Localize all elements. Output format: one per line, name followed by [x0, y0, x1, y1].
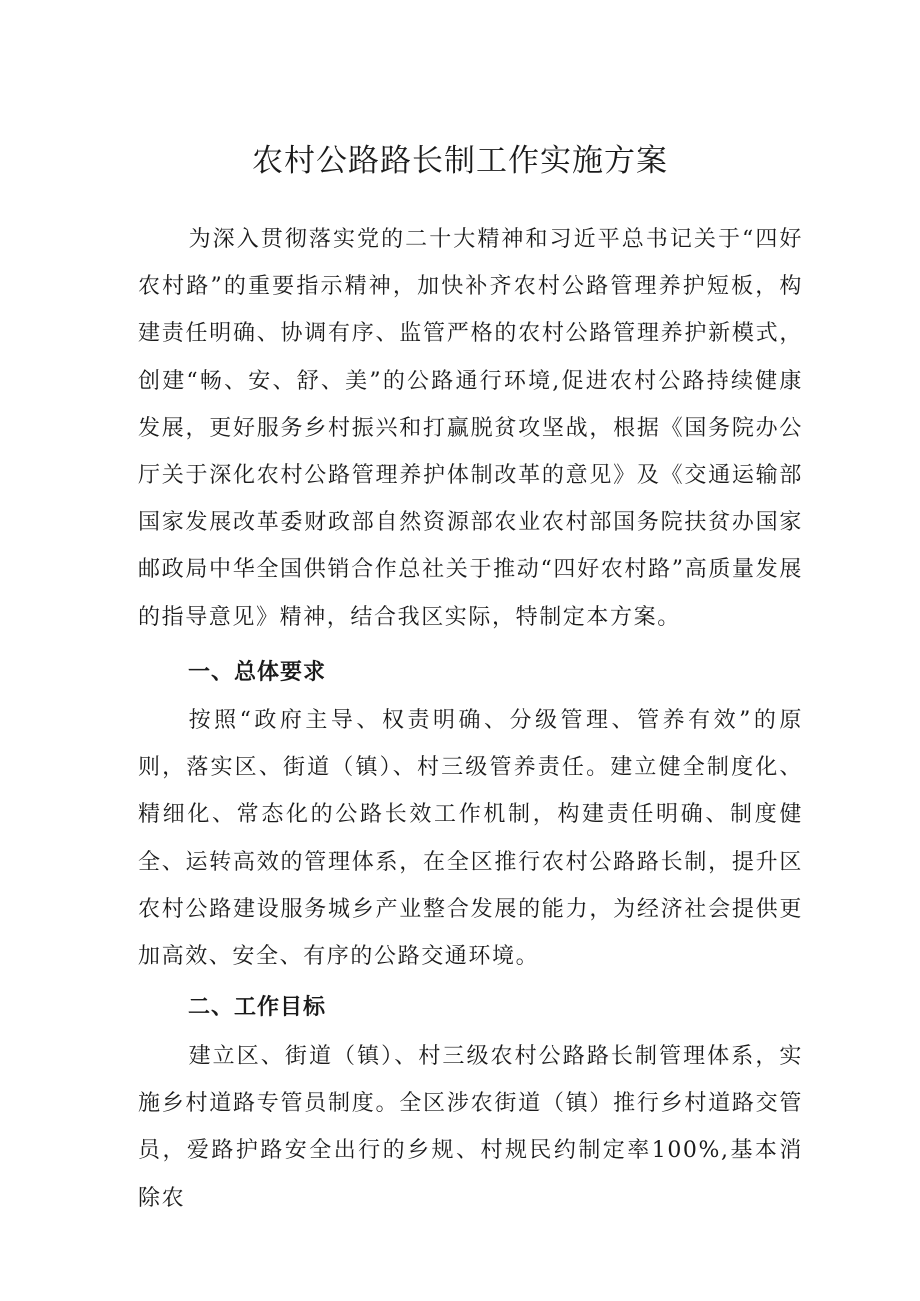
section-paragraph-general-requirements: 按照“政府主导、权责明确、分级管理、管养有效”的原则，落实区、街道（镇）、村三级管养责任。建立健全制度化、精细化、常态化的公路长效工作机制，构建责任明确、制度健全、运转高效的管理体系，在全区推行农村公路路长制，提升区农村公路建设服务城乡产业整合发展的能力，为经济社会提供更加高效、安全、有序的公路交通环境。: [138, 708, 803, 970]
document-title: 农村公路路长制工作实施方案: [252, 143, 668, 179]
intro-paragraph: 为深入贯彻落实党的二十大精神和习近平总书记关于“四好农村路”的重要指示精神，加快补齐农村公路管理养护短板，构建责任明确、协调有序、监管严格的农村公路管理养护新模式，创建“畅、安、舒、美”的公路通行环境,促进农村公路持续健康发展，更好服务乡村振兴和打赢脱贫攻坚战，根据《国务院办公厅关于深化农村公路管理养护体制改革的意见》及《交通运输部国家发展改革委财政部自然资源部农业农村部国务院扶贫办国家邮政局中华全国供销合作总社关于推动“四好农村路”高质量发展的指导意见》精神，结合我区实际，特制定本方案。: [138, 227, 803, 630]
intro-paragraph-block: [138, 216, 803, 641]
section-paragraph-block-general-requirements: [138, 697, 803, 980]
section-heading-general-requirements: 一、总体要求: [188, 660, 327, 685]
section-paragraph-work-goals: 建立区、街道（镇）、村三级农村公路路长制管理体系，实施乡村道路专管员制度。全区涉农街道（镇）推行乡村道路交管员，爱路护路安全出行的乡规、村规民约制定率100%,基本消除农: [138, 1044, 803, 1211]
section-paragraph-block-work-goals: [138, 1033, 803, 1222]
section-heading-work-goals: 二、工作目标: [188, 995, 327, 1020]
